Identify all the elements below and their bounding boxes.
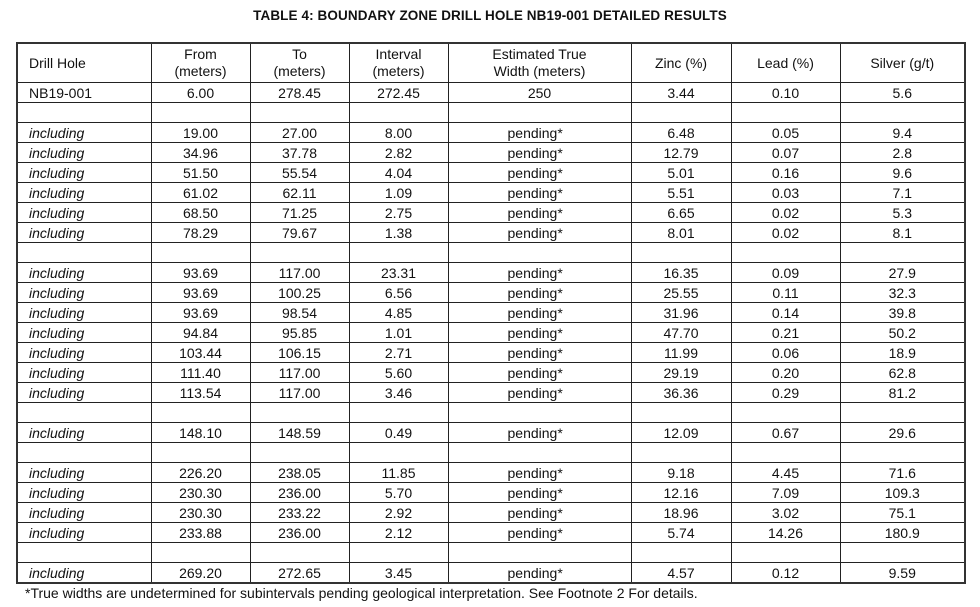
- cell-drill-hole: including: [17, 383, 151, 403]
- cell-silver: 18.9: [840, 343, 965, 363]
- cell-lead: 0.05: [731, 123, 840, 143]
- cell-drill-hole: including: [17, 423, 151, 443]
- header-to-line: To: [292, 46, 307, 62]
- cell-zinc: [631, 103, 731, 123]
- cell-to: 71.25: [250, 203, 349, 223]
- cell-lead: 3.02: [731, 503, 840, 523]
- header-drill-hole: [17, 43, 151, 83]
- cell-drill-hole: including: [17, 123, 151, 143]
- cell-from: 94.84: [151, 323, 250, 343]
- cell-drill-hole: including: [17, 303, 151, 323]
- cell-to: 148.59: [250, 423, 349, 443]
- cell-interval: 3.45: [349, 563, 448, 584]
- cell-interval: 1.09: [349, 183, 448, 203]
- cell-to: [250, 543, 349, 563]
- cell-from: [151, 243, 250, 263]
- cell-drill-hole: including: [17, 523, 151, 543]
- header-to-line: (meters): [273, 63, 326, 79]
- cell-interval: [349, 543, 448, 563]
- cell-from: 233.88: [151, 523, 250, 543]
- cell-silver: 109.3: [840, 483, 965, 503]
- header-true-width-line: Estimated True: [492, 46, 587, 62]
- cell-from: [151, 543, 250, 563]
- blank-row: [17, 543, 965, 563]
- cell-zinc: 3.44: [631, 83, 731, 103]
- header-from-line: (meters): [174, 63, 227, 79]
- cell-lead: 7.09: [731, 483, 840, 503]
- cell-interval: [349, 103, 448, 123]
- cell-to: 55.54: [250, 163, 349, 183]
- header-from-line: From: [184, 46, 217, 62]
- table-row: [17, 83, 965, 103]
- cell-from: [151, 443, 250, 463]
- cell-from: 19.00: [151, 123, 250, 143]
- cell-silver: [840, 443, 965, 463]
- cell-silver: 180.9: [840, 523, 965, 543]
- cell-silver: 9.59: [840, 563, 965, 584]
- cell-interval: 0.49: [349, 423, 448, 443]
- cell-true-width: [448, 243, 631, 263]
- cell-zinc: [631, 543, 731, 563]
- cell-silver: 39.8: [840, 303, 965, 323]
- cell-interval: [349, 243, 448, 263]
- cell-drill-hole: NB19-001: [17, 83, 151, 103]
- cell-to: 100.25: [250, 283, 349, 303]
- drill-results-table: [16, 42, 966, 584]
- table-row: [17, 223, 965, 243]
- cell-lead: 0.02: [731, 203, 840, 223]
- cell-silver: [840, 403, 965, 423]
- cell-true-width: pending*: [448, 563, 631, 584]
- cell-from: 6.00: [151, 83, 250, 103]
- cell-lead: 0.67: [731, 423, 840, 443]
- cell-silver: 5.6: [840, 83, 965, 103]
- table-row: [17, 143, 965, 163]
- cell-true-width: pending*: [448, 123, 631, 143]
- cell-interval: 2.71: [349, 343, 448, 363]
- table-row: [17, 523, 965, 543]
- cell-to: 62.11: [250, 183, 349, 203]
- header-silver-line: Silver (g/t): [870, 54, 935, 71]
- cell-true-width: pending*: [448, 263, 631, 283]
- cell-interval: 4.85: [349, 303, 448, 323]
- cell-true-width: pending*: [448, 423, 631, 443]
- cell-lead: 0.02: [731, 223, 840, 243]
- cell-true-width: pending*: [448, 503, 631, 523]
- cell-silver: [840, 543, 965, 563]
- cell-drill-hole: including: [17, 483, 151, 503]
- cell-from: 148.10: [151, 423, 250, 443]
- cell-true-width: pending*: [448, 163, 631, 183]
- cell-true-width: pending*: [448, 203, 631, 223]
- cell-zinc: 12.09: [631, 423, 731, 443]
- cell-true-width: [448, 103, 631, 123]
- footnote: *True widths are undetermined for subintervals pending geological interpretation. See Footnote 2 For details.: [25, 585, 698, 601]
- cell-drill-hole: including: [17, 343, 151, 363]
- cell-from: 230.30: [151, 503, 250, 523]
- cell-from: 78.29: [151, 223, 250, 243]
- cell-drill-hole: including: [17, 223, 151, 243]
- table-row: [17, 363, 965, 383]
- cell-to: 238.05: [250, 463, 349, 483]
- cell-lead: 4.45: [731, 463, 840, 483]
- header-lead: [731, 43, 840, 83]
- cell-from: 230.30: [151, 483, 250, 503]
- cell-from: 34.96: [151, 143, 250, 163]
- cell-to: 79.67: [250, 223, 349, 243]
- cell-to: 236.00: [250, 483, 349, 503]
- cell-drill-hole: including: [17, 283, 151, 303]
- header-zinc: [631, 43, 731, 83]
- cell-lead: [731, 543, 840, 563]
- cell-from: 226.20: [151, 463, 250, 483]
- cell-interval: 4.04: [349, 163, 448, 183]
- blank-row: [17, 103, 965, 123]
- table-row: [17, 123, 965, 143]
- blank-row: [17, 443, 965, 463]
- table-row: [17, 303, 965, 323]
- cell-silver: 29.6: [840, 423, 965, 443]
- cell-lead: [731, 443, 840, 463]
- cell-drill-hole: including: [17, 163, 151, 183]
- header-true-width: [448, 43, 631, 83]
- cell-zinc: 25.55: [631, 283, 731, 303]
- cell-zinc: 5.51: [631, 183, 731, 203]
- cell-zinc: 8.01: [631, 223, 731, 243]
- cell-drill-hole: including: [17, 323, 151, 343]
- cell-zinc: 47.70: [631, 323, 731, 343]
- cell-lead: 0.03: [731, 183, 840, 203]
- cell-to: 278.45: [250, 83, 349, 103]
- cell-from: [151, 103, 250, 123]
- cell-interval: 5.70: [349, 483, 448, 503]
- cell-drill-hole: including: [17, 203, 151, 223]
- cell-from: 61.02: [151, 183, 250, 203]
- cell-lead: 0.16: [731, 163, 840, 183]
- header-interval: [349, 43, 448, 83]
- header-from: [151, 43, 250, 83]
- header-drill-hole-line: Drill Hole: [29, 54, 86, 71]
- cell-silver: 27.9: [840, 263, 965, 283]
- table-row: [17, 183, 965, 203]
- header-lead-line: Lead (%): [757, 54, 814, 71]
- cell-zinc: [631, 443, 731, 463]
- cell-true-width: pending*: [448, 303, 631, 323]
- cell-zinc: [631, 243, 731, 263]
- cell-zinc: 31.96: [631, 303, 731, 323]
- cell-drill-hole: [17, 243, 151, 263]
- cell-silver: 32.3: [840, 283, 965, 303]
- cell-silver: 5.3: [840, 203, 965, 223]
- cell-to: 236.00: [250, 523, 349, 543]
- cell-silver: 9.4: [840, 123, 965, 143]
- cell-true-width: pending*: [448, 523, 631, 543]
- cell-to: 27.00: [250, 123, 349, 143]
- cell-silver: 7.1: [840, 183, 965, 203]
- cell-from: 68.50: [151, 203, 250, 223]
- cell-to: 117.00: [250, 263, 349, 283]
- cell-to: 98.54: [250, 303, 349, 323]
- cell-silver: 81.2: [840, 383, 965, 403]
- cell-to: 37.78: [250, 143, 349, 163]
- cell-from: [151, 403, 250, 423]
- cell-lead: 0.20: [731, 363, 840, 383]
- cell-drill-hole: including: [17, 503, 151, 523]
- cell-to: 95.85: [250, 323, 349, 343]
- cell-interval: [349, 443, 448, 463]
- cell-true-width: [448, 443, 631, 463]
- table-row: [17, 383, 965, 403]
- cell-true-width: 250: [448, 83, 631, 103]
- cell-interval: 2.82: [349, 143, 448, 163]
- table-row: [17, 343, 965, 363]
- cell-zinc: 11.99: [631, 343, 731, 363]
- cell-lead: 0.14: [731, 303, 840, 323]
- cell-interval: 2.12: [349, 523, 448, 543]
- cell-interval: 5.60: [349, 363, 448, 383]
- cell-to: [250, 443, 349, 463]
- cell-from: 113.54: [151, 383, 250, 403]
- table-row: [17, 203, 965, 223]
- cell-true-width: pending*: [448, 183, 631, 203]
- cell-interval: 3.46: [349, 383, 448, 403]
- cell-to: [250, 403, 349, 423]
- cell-zinc: 29.19: [631, 363, 731, 383]
- cell-zinc: 5.74: [631, 523, 731, 543]
- cell-interval: 6.56: [349, 283, 448, 303]
- cell-silver: 8.1: [840, 223, 965, 243]
- cell-true-width: pending*: [448, 343, 631, 363]
- cell-from: 269.20: [151, 563, 250, 584]
- table-row: [17, 483, 965, 503]
- cell-interval: 1.01: [349, 323, 448, 343]
- cell-lead: [731, 103, 840, 123]
- cell-zinc: 4.57: [631, 563, 731, 584]
- cell-zinc: 6.65: [631, 203, 731, 223]
- table-row: [17, 423, 965, 443]
- cell-drill-hole: including: [17, 463, 151, 483]
- cell-interval: 8.00: [349, 123, 448, 143]
- cell-lead: [731, 243, 840, 263]
- cell-lead: 0.29: [731, 383, 840, 403]
- cell-zinc: 9.18: [631, 463, 731, 483]
- cell-lead: 0.10: [731, 83, 840, 103]
- cell-silver: 71.6: [840, 463, 965, 483]
- cell-true-width: pending*: [448, 283, 631, 303]
- cell-lead: 0.11: [731, 283, 840, 303]
- cell-zinc: 12.16: [631, 483, 731, 503]
- cell-to: 272.65: [250, 563, 349, 584]
- cell-drill-hole: [17, 403, 151, 423]
- cell-zinc: 36.36: [631, 383, 731, 403]
- cell-lead: 0.09: [731, 263, 840, 283]
- cell-lead: 14.26: [731, 523, 840, 543]
- cell-interval: 23.31: [349, 263, 448, 283]
- cell-drill-hole: including: [17, 563, 151, 584]
- cell-true-width: pending*: [448, 463, 631, 483]
- cell-zinc: [631, 403, 731, 423]
- cell-true-width: pending*: [448, 363, 631, 383]
- blank-row: [17, 243, 965, 263]
- cell-to: 233.22: [250, 503, 349, 523]
- cell-from: 51.50: [151, 163, 250, 183]
- cell-silver: 9.6: [840, 163, 965, 183]
- cell-silver: 62.8: [840, 363, 965, 383]
- cell-drill-hole: including: [17, 183, 151, 203]
- cell-from: 103.44: [151, 343, 250, 363]
- cell-silver: [840, 103, 965, 123]
- cell-to: 117.00: [250, 383, 349, 403]
- cell-zinc: 16.35: [631, 263, 731, 283]
- cell-to: [250, 103, 349, 123]
- cell-drill-hole: including: [17, 143, 151, 163]
- header-interval-line: Interval: [375, 46, 422, 62]
- header-interval-line: (meters): [372, 63, 425, 79]
- cell-drill-hole: [17, 443, 151, 463]
- cell-lead: 0.06: [731, 343, 840, 363]
- cell-interval: 2.75: [349, 203, 448, 223]
- cell-true-width: [448, 543, 631, 563]
- header-to: [250, 43, 349, 83]
- header-true-width-line: Width (meters): [493, 63, 586, 79]
- table-row: [17, 503, 965, 523]
- cell-silver: 75.1: [840, 503, 965, 523]
- cell-lead: [731, 403, 840, 423]
- table-row: [17, 163, 965, 183]
- table-row: [17, 463, 965, 483]
- header-row: [17, 43, 965, 83]
- cell-interval: 1.38: [349, 223, 448, 243]
- cell-true-width: pending*: [448, 223, 631, 243]
- table-row: [17, 563, 965, 584]
- cell-from: 111.40: [151, 363, 250, 383]
- table-body: [17, 83, 965, 584]
- cell-drill-hole: including: [17, 263, 151, 283]
- cell-drill-hole: [17, 103, 151, 123]
- cell-true-width: pending*: [448, 483, 631, 503]
- cell-true-width: [448, 403, 631, 423]
- cell-drill-hole: [17, 543, 151, 563]
- cell-interval: 11.85: [349, 463, 448, 483]
- cell-true-width: pending*: [448, 143, 631, 163]
- cell-to: 117.00: [250, 363, 349, 383]
- table-title: TABLE 4: BOUNDARY ZONE DRILL HOLE NB19-001 DETAILED RESULTS: [253, 8, 727, 23]
- cell-lead: 0.07: [731, 143, 840, 163]
- cell-true-width: pending*: [448, 383, 631, 403]
- table-row: [17, 263, 965, 283]
- blank-row: [17, 403, 965, 423]
- cell-lead: 0.21: [731, 323, 840, 343]
- cell-zinc: 5.01: [631, 163, 731, 183]
- cell-drill-hole: including: [17, 363, 151, 383]
- header-silver: [840, 43, 965, 83]
- cell-silver: 50.2: [840, 323, 965, 343]
- cell-from: 93.69: [151, 263, 250, 283]
- cell-true-width: pending*: [448, 323, 631, 343]
- cell-interval: [349, 403, 448, 423]
- header-zinc-line: Zinc (%): [654, 54, 708, 71]
- cell-silver: [840, 243, 965, 263]
- cell-to: 106.15: [250, 343, 349, 363]
- cell-from: 93.69: [151, 303, 250, 323]
- table-row: [17, 323, 965, 343]
- table-row: [17, 283, 965, 303]
- cell-zinc: 6.48: [631, 123, 731, 143]
- cell-lead: 0.12: [731, 563, 840, 584]
- cell-from: 93.69: [151, 283, 250, 303]
- cell-zinc: 18.96: [631, 503, 731, 523]
- cell-zinc: 12.79: [631, 143, 731, 163]
- cell-silver: 2.8: [840, 143, 965, 163]
- cell-interval: 272.45: [349, 83, 448, 103]
- cell-interval: 2.92: [349, 503, 448, 523]
- cell-to: [250, 243, 349, 263]
